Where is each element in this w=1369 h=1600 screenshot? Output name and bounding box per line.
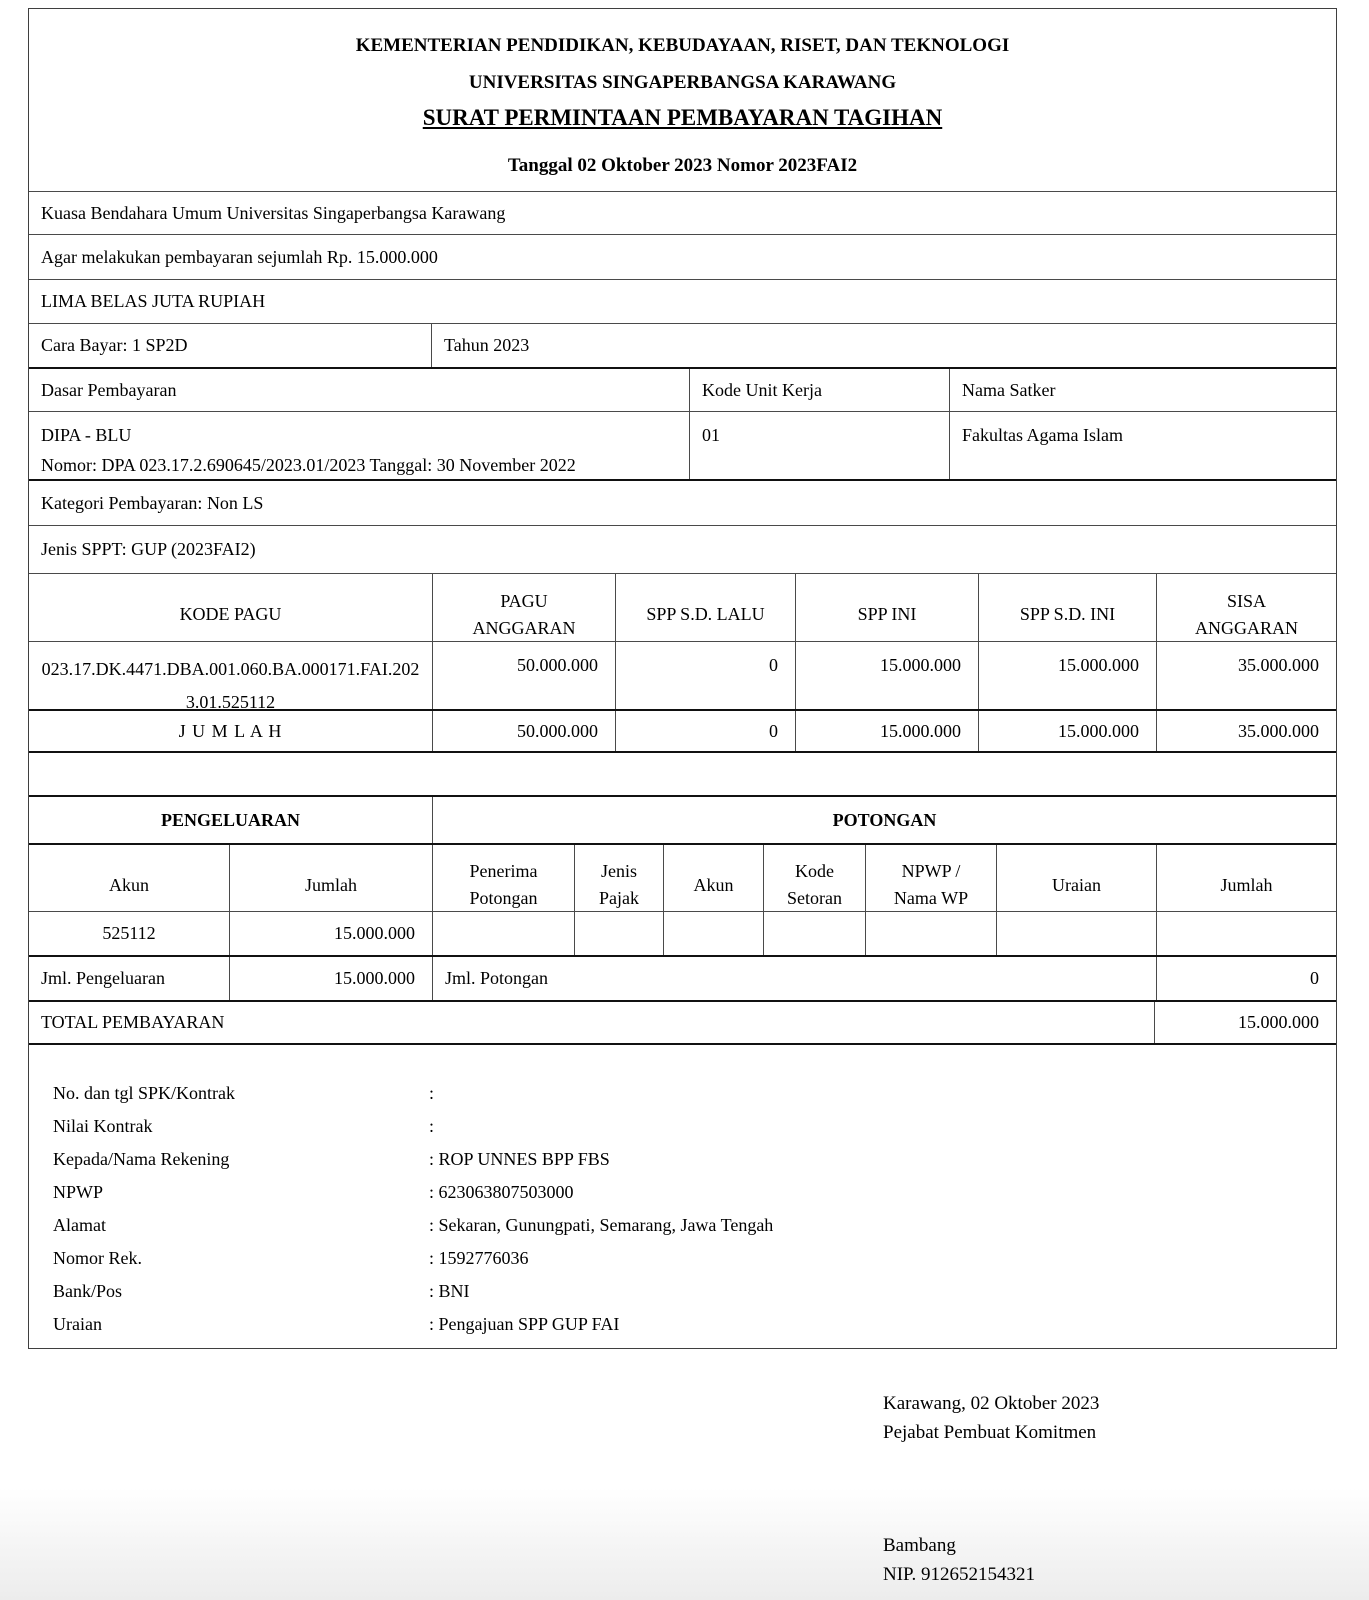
- jumlah-value: 15.000.000: [229, 912, 432, 955]
- empty-cell: [865, 912, 996, 955]
- payment-request-form: [28, 8, 1337, 1349]
- dipa-line1: DIPA - BLU: [41, 425, 132, 445]
- document-title: SURAT PERMINTAAN PEMBAYARAN TAGIHAN: [422, 105, 943, 130]
- detail-label: Bank/Pos: [53, 1281, 123, 1301]
- letterhead: [29, 9, 1336, 191]
- detail-label: NPWP: [53, 1182, 104, 1202]
- total-pembayaran-label: TOTAL PEMBAYARAN: [41, 1012, 225, 1032]
- detail-row: [29, 1308, 1336, 1341]
- subheader-uraian: Uraian: [996, 845, 1156, 911]
- instruction-text: Agar melakukan pembayaran sejumlah Rp. 15.000.000: [41, 246, 438, 267]
- pengeluaran-header: PENGELUARAN: [160, 809, 300, 830]
- pengeluaran-data-row: [29, 911, 1336, 955]
- jml-pengeluaran-label: Jml. Pengeluaran: [41, 968, 165, 988]
- amount-words-row: [29, 279, 1336, 323]
- jml-potongan-value: 0: [1156, 957, 1336, 1000]
- jumlah-spp-ini: 15.000.000: [795, 711, 978, 751]
- detail-value: : ROP UNNES BPP FBS: [429, 1149, 610, 1169]
- header-pagu-anggaran: PAGU ANGGARAN: [432, 574, 615, 641]
- detail-value: :: [429, 1083, 435, 1103]
- jumlah-spp-sd-ini: 15.000.000: [978, 711, 1156, 751]
- sub-header-row: [29, 843, 1336, 911]
- empty-cell: [574, 912, 663, 955]
- subheader-akun: Akun: [109, 874, 149, 895]
- dipa-cell: [29, 412, 689, 479]
- detail-row: [29, 1176, 1336, 1209]
- payment-method-row: [29, 323, 1336, 367]
- total-row: [29, 1000, 1336, 1043]
- col-nama-satker: Nama Satker: [949, 369, 1336, 411]
- detail-value: : Pengajuan SPP GUP FAI: [429, 1314, 620, 1334]
- detail-value: : 1592776036: [429, 1248, 529, 1268]
- col-dasar-pembayaran: Dasar Pembayaran: [41, 379, 177, 400]
- jml-row: [29, 955, 1336, 1000]
- kode-pagu-value: 023.17.DK.4471.DBA.001.060.BA.000171.FAI.2023.01.525112: [41, 659, 420, 712]
- detail-row: [29, 1110, 1336, 1143]
- total-pembayaran-value: 15.000.000: [1154, 1002, 1336, 1043]
- signature-name: Bambang: [883, 1535, 956, 1556]
- subheader-jumlah: Jumlah: [229, 845, 432, 911]
- subheader-npwp-nama-wp: NPWP / Nama WP: [865, 845, 996, 911]
- detail-row: [29, 1242, 1336, 1275]
- jumlah-pagu-anggaran: 50.000.000: [432, 711, 615, 751]
- detail-label: Kepada/Nama Rekening: [53, 1149, 230, 1169]
- cara-bayar-text: Cara Bayar: 1 SP2D: [41, 335, 188, 355]
- jml-potongan-label: Jml. Potongan: [432, 957, 1156, 1000]
- subheader-penerima-potongan: Penerima Potongan: [432, 845, 574, 911]
- detail-value: :: [429, 1116, 435, 1136]
- detail-value: : BNI: [429, 1281, 470, 1301]
- subheader-kode-setoran: Kode Setoran: [763, 845, 865, 911]
- signature-space: [883, 1447, 1099, 1531]
- detail-row: [29, 1275, 1336, 1308]
- jumlah-spp-sd-lalu: 0: [615, 711, 795, 751]
- spp-sd-lalu-value: 0: [615, 642, 795, 709]
- detail-label: Uraian: [53, 1314, 102, 1334]
- header-spp-ini: SPP INI: [795, 574, 978, 641]
- nama-satker-value: Fakultas Agama Islam: [949, 412, 1336, 479]
- col-kode-unit-kerja: Kode Unit Kerja: [689, 369, 949, 411]
- pagu-anggaran-value: 50.000.000: [432, 642, 615, 709]
- header-spp-sd-lalu: SPP S.D. LALU: [615, 574, 795, 641]
- kode-unit-kerja-value: 01: [689, 412, 949, 479]
- spp-sd-ini-value: 15.000.000: [978, 642, 1156, 709]
- subheader-jumlah2: Jumlah: [1156, 845, 1336, 911]
- empty-cell: [996, 912, 1156, 955]
- detail-row: [29, 1143, 1336, 1176]
- akun-value: 525112: [102, 923, 156, 943]
- jumlah-label: J U M L A H: [178, 720, 283, 741]
- spp-ini-value: 15.000.000: [795, 642, 978, 709]
- jml-pengeluaran-value: 15.000.000: [229, 957, 432, 1000]
- group-header-row: [29, 795, 1336, 843]
- header-sisa-anggaran: SISA ANGGARAN: [1156, 574, 1336, 641]
- detail-row: [29, 1209, 1336, 1242]
- header-kode-pagu: KODE PAGU: [179, 604, 282, 624]
- date-number-line: Tanggal 02 Oktober 2023 Nomor 2023FAI2: [507, 155, 858, 176]
- instruction-row: [29, 234, 1336, 279]
- subheader-jenis-pajak: Jenis Pajak: [574, 845, 663, 911]
- signature-place-date: Karawang, 02 Oktober 2023: [883, 1393, 1100, 1414]
- kategori-text: Kategori Pembayaran: Non LS: [41, 492, 264, 513]
- header-spp-sd-ini: SPP S.D. INI: [978, 574, 1156, 641]
- pagu-table-header-row: [29, 573, 1336, 641]
- detail-label: No. dan tgl SPK/Kontrak: [53, 1083, 235, 1103]
- detail-label: Alamat: [53, 1215, 106, 1235]
- university-line: UNIVERSITAS SINGAPERBANGSA KARAWANG: [468, 72, 897, 93]
- kategori-row: [29, 479, 1336, 525]
- signature-block: [883, 1389, 1099, 1589]
- detail-row: [29, 1077, 1336, 1110]
- empty-cell: [663, 912, 763, 955]
- jenis-sppt-text: Jenis SPPT: GUP (2023FAI2): [41, 539, 256, 559]
- empty-cell: [432, 912, 574, 955]
- spacer-row: [29, 751, 1336, 795]
- signature-role: Pejabat Pembuat Komitmen: [883, 1422, 1097, 1443]
- dasar-header-row: [29, 367, 1336, 411]
- amount-words-text: LIMA BELAS JUTA RUPIAH: [41, 291, 266, 311]
- kuasa-row: [29, 191, 1336, 234]
- pagu-jumlah-row: [29, 709, 1336, 751]
- subheader-akun2: Akun: [663, 845, 763, 911]
- detail-value: : Sekaran, Gunungpati, Semarang, Jawa Tengah: [429, 1215, 774, 1235]
- jumlah-sisa-anggaran: 35.000.000: [1156, 711, 1336, 751]
- sisa-anggaran-value: 35.000.000: [1156, 642, 1336, 709]
- empty-cell: [1156, 912, 1336, 955]
- dasar-data-row: [29, 411, 1336, 479]
- empty-cell: [763, 912, 865, 955]
- signature-nip: NIP. 912652154321: [883, 1564, 1036, 1585]
- dipa-line2: Nomor: DPA 023.17.2.690645/2023.01/2023 Tanggal: 30 November 2022: [41, 455, 576, 475]
- detail-value: : 623063807503000: [429, 1182, 574, 1202]
- detail-info-box: [29, 1043, 1336, 1348]
- detail-label: Nilai Kontrak: [53, 1116, 153, 1136]
- tahun-text: Tahun 2023: [431, 324, 1336, 367]
- pagu-data-row: [29, 641, 1336, 712]
- potongan-header: POTONGAN: [432, 797, 1336, 843]
- kuasa-text: Kuasa Bendahara Umum Universitas Singaperbangsa Karawang: [41, 202, 506, 223]
- detail-label: Nomor Rek.: [53, 1248, 142, 1268]
- jenis-sppt-row: [29, 525, 1336, 573]
- ministry-line: KEMENTERIAN PENDIDIKAN, KEBUDAYAAN, RISET, DAN TEKNOLOGI: [355, 35, 1010, 56]
